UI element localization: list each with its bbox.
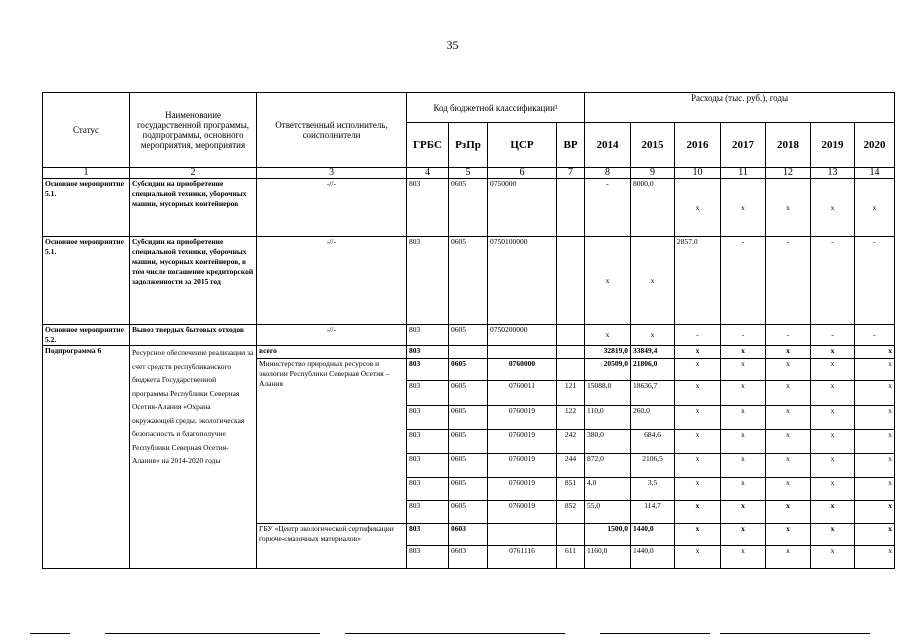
csr-cell: [488, 524, 557, 546]
budget-code-header: Код бюджетной классификации¹: [407, 93, 585, 123]
value-2020: -: [855, 237, 895, 325]
value-2019: x: [811, 524, 855, 546]
grbs-cell: 803: [407, 430, 449, 454]
csr-cell: 0761116: [488, 546, 557, 569]
value-2018: x: [766, 430, 811, 454]
value-2015: 684,6: [631, 430, 675, 454]
value-2019: x: [811, 381, 855, 406]
value-2017: x: [721, 346, 766, 359]
col-number: 3: [257, 168, 407, 179]
rzpr-cell: 0605: [449, 406, 488, 430]
col-number: 13: [811, 168, 855, 179]
csr-cell: 0760019: [488, 430, 557, 454]
rzpr-cell: 0605: [449, 325, 488, 346]
value-2014: 110,0: [585, 406, 631, 430]
scan-line: [105, 633, 320, 634]
value-2015: 8000,0: [631, 179, 675, 237]
rzpr-cell: [449, 346, 488, 359]
name-cell: Субсидии на приобретение специальной техники, уборочных машин, мусорных контейнеров, в том числе погашение кредиторской задолженности за 2015 год: [130, 237, 257, 325]
value-2019: -: [811, 237, 855, 325]
value-2019: x: [811, 346, 855, 359]
value-2014: -: [585, 179, 631, 237]
grbs-cell: 803: [407, 179, 449, 237]
value-2016: x: [675, 381, 721, 406]
csr-cell: 0750200000: [488, 325, 557, 346]
value-2014: 15088,0: [585, 381, 631, 406]
name-cell: Ресурсное обеспечение реализации за счет средств республиканского бюджета Государственной программы Республики Северная Осетия-Алания «Охрана окружающей среды, экологическая безопасность и благополучие Республики Северная Осетия-Алания» на 2014-2020 годы: [130, 346, 257, 569]
code-header-grbs: ГРБС: [407, 123, 449, 168]
value-2016: x: [675, 346, 721, 359]
scan-line: [30, 633, 70, 634]
value-2018: x: [766, 478, 811, 501]
rzpr-cell: 0603: [449, 524, 488, 546]
value-2020: x: [855, 454, 895, 478]
name-cell: Субсидии на приобретение специальной техники, уборочных машин, мусорных контейнеров: [130, 179, 257, 237]
value-2018: x: [766, 346, 811, 359]
scan-line: [720, 633, 870, 634]
col-number: 11: [721, 168, 766, 179]
header-row-1: [43, 93, 895, 123]
value-2016: 2857,0: [675, 237, 721, 325]
year-header-2016: 2016: [675, 123, 721, 168]
csr-cell: 0750000: [488, 179, 557, 237]
scan-line: [345, 633, 565, 634]
csr-cell: 0760000: [488, 359, 557, 381]
value-2015: 2106,5: [631, 454, 675, 478]
vr-cell: [557, 346, 585, 359]
value-2018: x: [766, 359, 811, 381]
year-header-2019: 2019: [811, 123, 855, 168]
grbs-cell: 803: [407, 501, 449, 524]
rzpr-cell: 0605: [449, 430, 488, 454]
ministry-cell: Министерство природных ресурсов и экологии Республики Северная Осетия – Алания: [257, 359, 407, 524]
value-2017: x: [721, 478, 766, 501]
status-cell: Основное мероприятие 5.1.: [43, 237, 130, 325]
status-cell: Подпрограмма 6: [43, 346, 130, 569]
value-2018: -: [766, 237, 811, 325]
col-number: 1: [43, 168, 130, 179]
csr-cell: 0760019: [488, 501, 557, 524]
table-row: [43, 346, 895, 359]
value-2017: x: [721, 406, 766, 430]
name-header: Наименование государственной программы, подпрограммы, основного мероприятия, мероприятия: [130, 93, 257, 168]
value-2017: x: [721, 546, 766, 569]
value-2016: x: [675, 454, 721, 478]
grbs-cell: 803: [407, 406, 449, 430]
rzpr-cell: 0605: [449, 179, 488, 237]
csr-cell: 0760011: [488, 381, 557, 406]
value-2018: x: [766, 501, 811, 524]
vr-cell: 244: [557, 454, 585, 478]
year-header-2017: 2017: [721, 123, 766, 168]
grbs-cell: 803: [407, 478, 449, 501]
value-2019: x: [811, 179, 855, 237]
value-2014: x: [585, 325, 631, 346]
value-2019: -: [811, 325, 855, 346]
col-number: 4: [407, 168, 449, 179]
vr-cell: [557, 179, 585, 237]
rzpr-cell: 0605: [449, 454, 488, 478]
value-2020: -: [855, 325, 895, 346]
value-2015: 114,7: [631, 501, 675, 524]
vr-cell: [557, 325, 585, 346]
grbs-cell: 803: [407, 454, 449, 478]
table-row: [43, 237, 895, 325]
col-number: 5: [449, 168, 488, 179]
value-2020: x: [855, 381, 895, 406]
value-2015: 3,5: [631, 478, 675, 501]
vr-cell: [557, 237, 585, 325]
value-2014: 872,0: [585, 454, 631, 478]
table-row: [43, 325, 895, 346]
rzpr-cell: 0605: [449, 237, 488, 325]
value-2016: x: [675, 546, 721, 569]
value-2015: x: [631, 237, 675, 325]
value-2017: x: [721, 381, 766, 406]
col-number: 8: [585, 168, 631, 179]
col-number: 12: [766, 168, 811, 179]
year-header-2014: 2014: [585, 123, 631, 168]
value-2014: 1160,0: [585, 546, 631, 569]
value-2019: x: [811, 430, 855, 454]
value-2014: 4,0: [585, 478, 631, 501]
value-2019: x: [811, 359, 855, 381]
value-2020: x: [855, 478, 895, 501]
value-2016: x: [675, 406, 721, 430]
value-2020: x: [855, 346, 895, 359]
value-2017: x: [721, 179, 766, 237]
code-header-csr: ЦСР: [488, 123, 557, 168]
col-number: 14: [855, 168, 895, 179]
value-2015: 21806,0: [631, 359, 675, 381]
rzpr-cell: 0605: [449, 478, 488, 501]
value-2015: 1440,0: [631, 546, 675, 569]
value-2020: x: [855, 359, 895, 381]
year-header-2020: 2020: [855, 123, 895, 168]
value-2017: x: [721, 430, 766, 454]
rzpr-cell: 0605: [449, 501, 488, 524]
value-2019: x: [811, 546, 855, 569]
executor-cell: -//-: [257, 325, 407, 346]
value-2014: 20509,0: [585, 359, 631, 381]
vr-cell: 242: [557, 430, 585, 454]
page-number: 35: [446, 38, 459, 52]
grbs-cell: 803: [407, 546, 449, 569]
value-2019: x: [811, 501, 855, 524]
code-header-rzpr: РзПр: [449, 123, 488, 168]
value-2014: 1500,0: [585, 524, 631, 546]
status-header: Статус: [43, 93, 130, 168]
value-2016: x: [675, 501, 721, 524]
value-2020: x: [855, 430, 895, 454]
value-2018: x: [766, 406, 811, 430]
value-2015: 1440,0: [631, 524, 675, 546]
executor-cell: -//-: [257, 179, 407, 237]
value-2017: x: [721, 454, 766, 478]
value-2017: x: [721, 524, 766, 546]
value-2020: x: [855, 179, 895, 237]
value-2019: x: [811, 478, 855, 501]
value-2016: x: [675, 430, 721, 454]
vr-cell: [557, 359, 585, 381]
col-number: 6: [488, 168, 557, 179]
vr-cell: 122: [557, 406, 585, 430]
value-2015: x: [631, 325, 675, 346]
code-header-vr: ВР: [557, 123, 585, 168]
col-number: 7: [557, 168, 585, 179]
value-2020: x: [855, 524, 895, 546]
table-row: [43, 179, 895, 237]
value-2016: x: [675, 524, 721, 546]
value-2017: -: [721, 325, 766, 346]
csr-cell: 0760019: [488, 454, 557, 478]
vr-cell: 121: [557, 381, 585, 406]
year-header-2018: 2018: [766, 123, 811, 168]
value-2015: 33849,4: [631, 346, 675, 359]
value-2018: -: [766, 325, 811, 346]
value-2020: x: [855, 546, 895, 569]
value-2016: -: [675, 325, 721, 346]
value-2014: 32819,0: [585, 346, 631, 359]
value-2017: x: [721, 359, 766, 381]
status-cell: Основное мероприятие 5.2.: [43, 325, 130, 346]
column-number-row: [43, 168, 895, 179]
value-2014: 380,0: [585, 430, 631, 454]
executor-cell: -//-: [257, 237, 407, 325]
grbs-cell: 803: [407, 325, 449, 346]
value-2018: x: [766, 546, 811, 569]
value-2016: x: [675, 478, 721, 501]
vr-cell: [557, 524, 585, 546]
grbs-cell: 803: [407, 381, 449, 406]
name-cell: Вывоз твердых бытовых отходов: [130, 325, 257, 346]
executor-header: Ответственный исполнитель, соисполнители: [257, 93, 407, 168]
total-label-cell: всего: [257, 346, 407, 359]
col-number: 9: [631, 168, 675, 179]
csr-cell: 0760019: [488, 406, 557, 430]
value-2020: x: [855, 501, 895, 524]
value-2016: x: [675, 359, 721, 381]
value-2019: x: [811, 406, 855, 430]
expenses-header: Расходы (тыс. руб.), годы: [585, 93, 895, 123]
col-number: 2: [130, 168, 257, 179]
grbs-cell: 803: [407, 524, 449, 546]
value-2020: x: [855, 406, 895, 430]
vr-cell: 852: [557, 501, 585, 524]
csr-cell: [488, 346, 557, 359]
value-2018: x: [766, 381, 811, 406]
grbs-cell: 803: [407, 237, 449, 325]
value-2017: -: [721, 237, 766, 325]
vr-cell: 611: [557, 546, 585, 569]
value-2014: 55,0: [585, 501, 631, 524]
rzpr-cell: 0605: [449, 381, 488, 406]
value-2017: x: [721, 501, 766, 524]
value-2018: x: [766, 524, 811, 546]
rzpr-cell: 0603: [449, 546, 488, 569]
scan-line: [600, 633, 710, 634]
value-2016: x: [675, 179, 721, 237]
value-2018: x: [766, 179, 811, 237]
grbs-cell: 803: [407, 346, 449, 359]
value-2018: x: [766, 454, 811, 478]
value-2015: 260,0: [631, 406, 675, 430]
rzpr-cell: 0605: [449, 359, 488, 381]
value-2014: x: [585, 237, 631, 325]
csr-cell: 0760019: [488, 478, 557, 501]
value-2015: 18636,7: [631, 381, 675, 406]
grbs-cell: 803: [407, 359, 449, 381]
value-2019: x: [811, 454, 855, 478]
status-cell: Основное мероприятие 5.1.: [43, 179, 130, 237]
col-number: 10: [675, 168, 721, 179]
vr-cell: 851: [557, 478, 585, 501]
year-header-2015: 2015: [631, 123, 675, 168]
gbu-cell: ГБУ «Центр экологической сертификации горюче-смазочных материалов»: [257, 524, 407, 569]
budget-table: [42, 92, 895, 569]
csr-cell: 0750100000: [488, 237, 557, 325]
